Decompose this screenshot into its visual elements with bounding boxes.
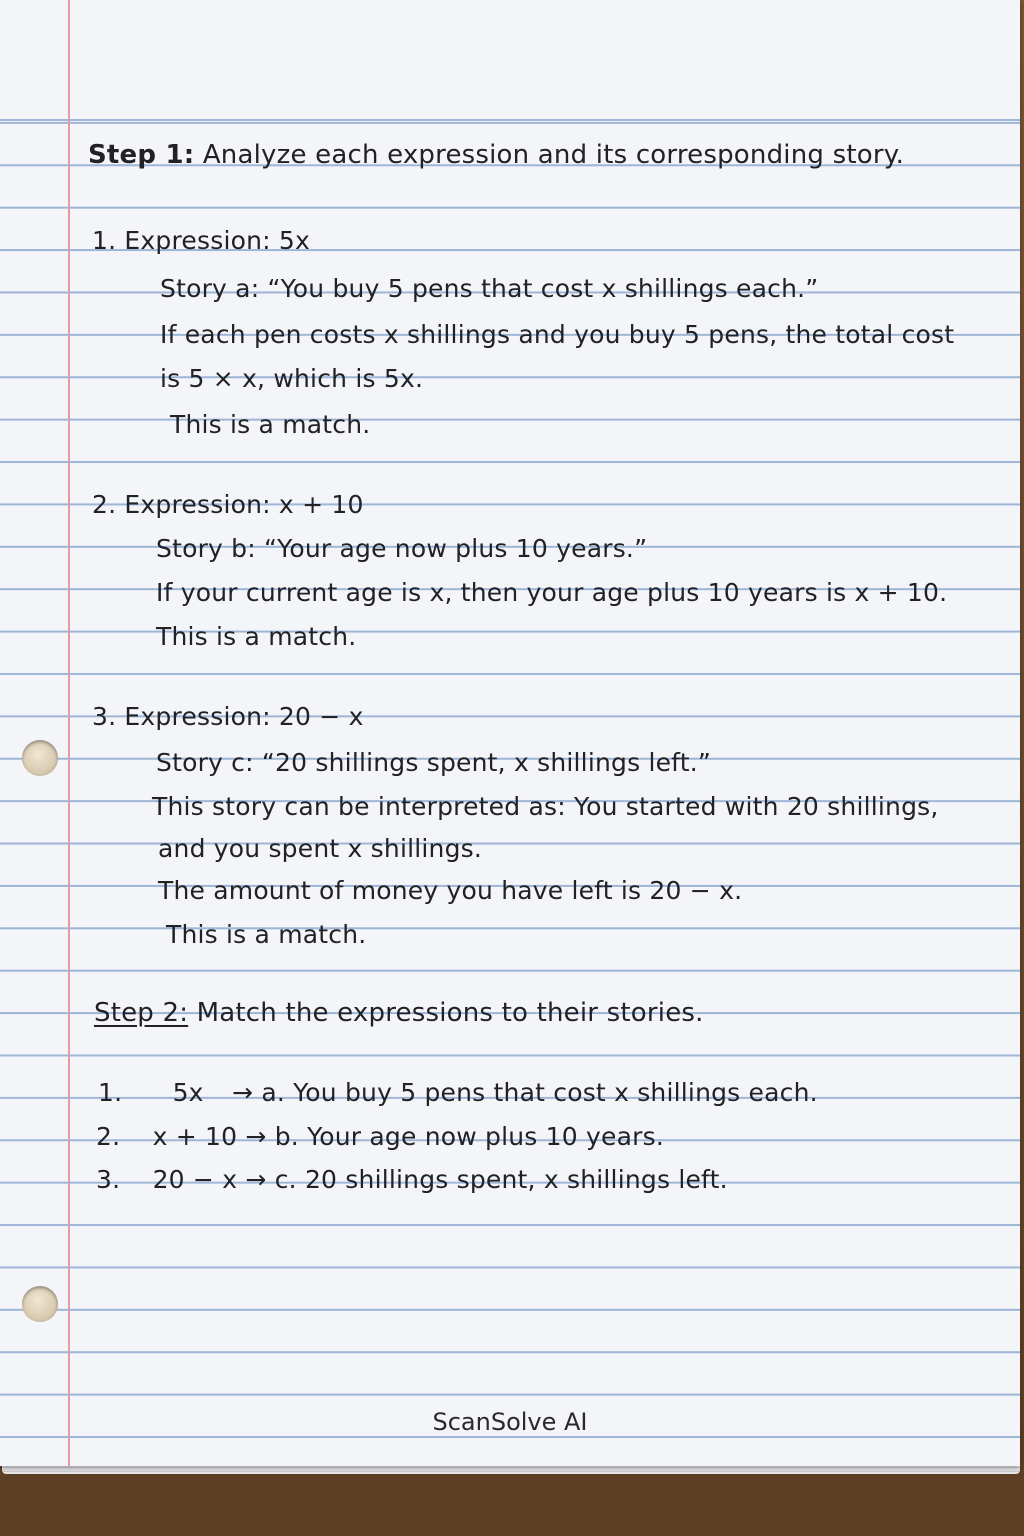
binder-hole xyxy=(22,1286,58,1322)
match-expression: 5x xyxy=(172,1078,204,1107)
brand-watermark: ScanSolve AI xyxy=(432,1408,588,1436)
item-2-expression xyxy=(92,490,364,519)
match-number: 2. xyxy=(96,1122,121,1151)
step2-heading xyxy=(94,998,704,1028)
step1-title: Analyze each expression and its corresponding story. xyxy=(202,140,905,170)
item-2-result: This is a match. xyxy=(156,622,357,651)
match-story: c. 20 shillings spent, x shillings left. xyxy=(274,1165,728,1194)
item-3-result: This is a match. xyxy=(166,920,367,949)
step1-label: Step 1: xyxy=(88,140,195,170)
item-number: 2. xyxy=(92,490,117,519)
margin-line xyxy=(68,0,70,1466)
item-3-explanation-cont: and you spent x shillings. xyxy=(158,834,483,863)
item-3-explanation: This story can be interpreted as: You started with 20 shillings, xyxy=(152,792,939,821)
item-1-explanation: If each pen costs x shillings and you buy 5 pens, the total cost xyxy=(160,320,955,349)
item-3-expression xyxy=(92,702,364,731)
arrow-icon: → xyxy=(245,1122,267,1151)
expression-label: Expression: xyxy=(124,226,271,255)
step1-heading xyxy=(88,140,904,170)
item-number: 1. xyxy=(92,226,117,255)
match-expression: 20 − x xyxy=(152,1165,238,1194)
expression-label: Expression: xyxy=(124,702,271,731)
expression-value: 5x xyxy=(278,226,311,255)
item-1-expression xyxy=(92,226,310,255)
expression-label: Expression: xyxy=(124,490,271,519)
match-story: b. Your age now plus 10 years. xyxy=(274,1122,664,1151)
expression-value: x + 10 xyxy=(278,490,364,519)
item-2-story: Story b: “Your age now plus 10 years.” xyxy=(156,534,648,563)
item-number: 3. xyxy=(92,702,117,731)
expression-value: 20 − x xyxy=(278,702,364,731)
arrow-icon: → xyxy=(245,1165,267,1194)
item-1-story: Story a: “You buy 5 pens that cost x shillings each.” xyxy=(160,274,819,303)
item-1-result: This is a match. xyxy=(170,410,371,439)
step2-label: Step 2: xyxy=(94,998,189,1028)
step2-title: Match the expressions to their stories. xyxy=(196,998,704,1028)
item-1-explanation-cont: is 5 × x, which is 5x. xyxy=(160,364,424,393)
match-row xyxy=(96,1122,664,1151)
item-3-story: Story c: “20 shillings spent, x shillings left.” xyxy=(156,748,712,777)
match-row xyxy=(98,1078,818,1107)
item-2-explanation: If your current age is x, then your age plus 10 years is x + 10. xyxy=(156,578,948,607)
match-number: 3. xyxy=(96,1165,121,1194)
match-story: a. You buy 5 pens that cost x shillings each. xyxy=(261,1078,818,1107)
match-number: 1. xyxy=(98,1078,123,1107)
match-row xyxy=(96,1165,728,1194)
binder-hole xyxy=(22,740,58,776)
page-header-area xyxy=(0,0,1020,120)
match-expression: x + 10 xyxy=(152,1122,238,1151)
arrow-icon: → xyxy=(232,1078,254,1107)
item-3-amount-left: The amount of money you have left is 20 − x. xyxy=(158,876,743,905)
